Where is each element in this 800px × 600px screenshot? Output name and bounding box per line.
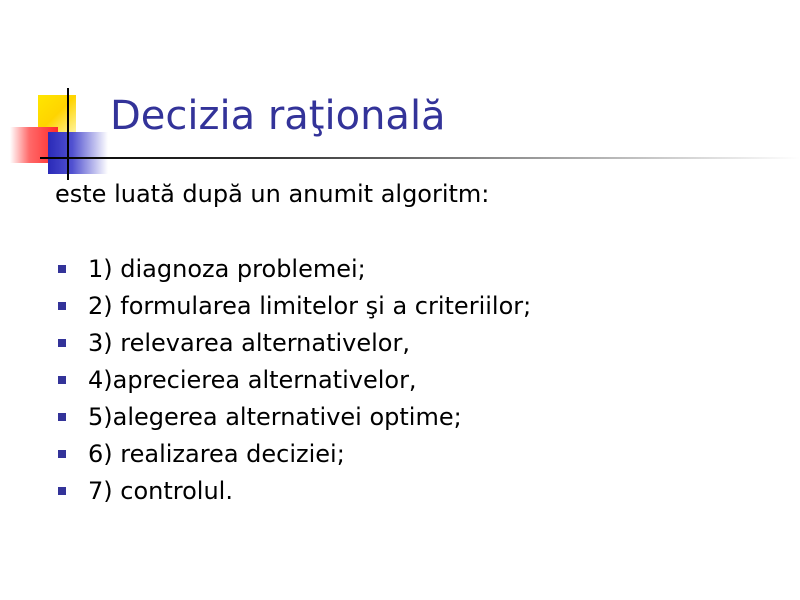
algorithm-steps-list xyxy=(55,250,531,509)
list-item-text: 2) formularea limitelor şi a criteriilor; xyxy=(88,291,532,320)
list-item xyxy=(55,361,531,398)
list-item-text: 6) realizarea deciziei; xyxy=(88,439,345,468)
list-item xyxy=(55,435,531,472)
list-item xyxy=(55,472,531,509)
blue-square-decoration xyxy=(48,132,108,174)
square-bullet-icon xyxy=(58,302,66,310)
list-item xyxy=(55,250,531,287)
list-item-text: 1) diagnoza problemei; xyxy=(88,254,366,283)
square-bullet-icon xyxy=(58,413,66,421)
square-bullet-icon xyxy=(58,265,66,273)
list-item xyxy=(55,324,531,361)
list-item xyxy=(55,287,531,324)
vertical-rule-decoration xyxy=(67,88,69,180)
title-underline xyxy=(40,157,800,159)
square-bullet-icon xyxy=(58,487,66,495)
list-item-text: 3) relevarea alternativelor, xyxy=(88,328,410,357)
square-bullet-icon xyxy=(58,376,66,384)
slide-logo-decoration xyxy=(0,0,120,190)
slide-intro-text: este luată după un anumit algoritm: xyxy=(55,180,490,208)
square-bullet-icon xyxy=(58,450,66,458)
list-item xyxy=(55,398,531,435)
list-item-text: 4)aprecierea alternativelor, xyxy=(88,365,417,394)
square-bullet-icon xyxy=(58,339,66,347)
slide-title: Decizia raţională xyxy=(110,93,446,139)
list-item-text: 7) controlul. xyxy=(88,476,233,505)
list-item-text: 5)alegerea alternativei optime; xyxy=(88,402,462,431)
